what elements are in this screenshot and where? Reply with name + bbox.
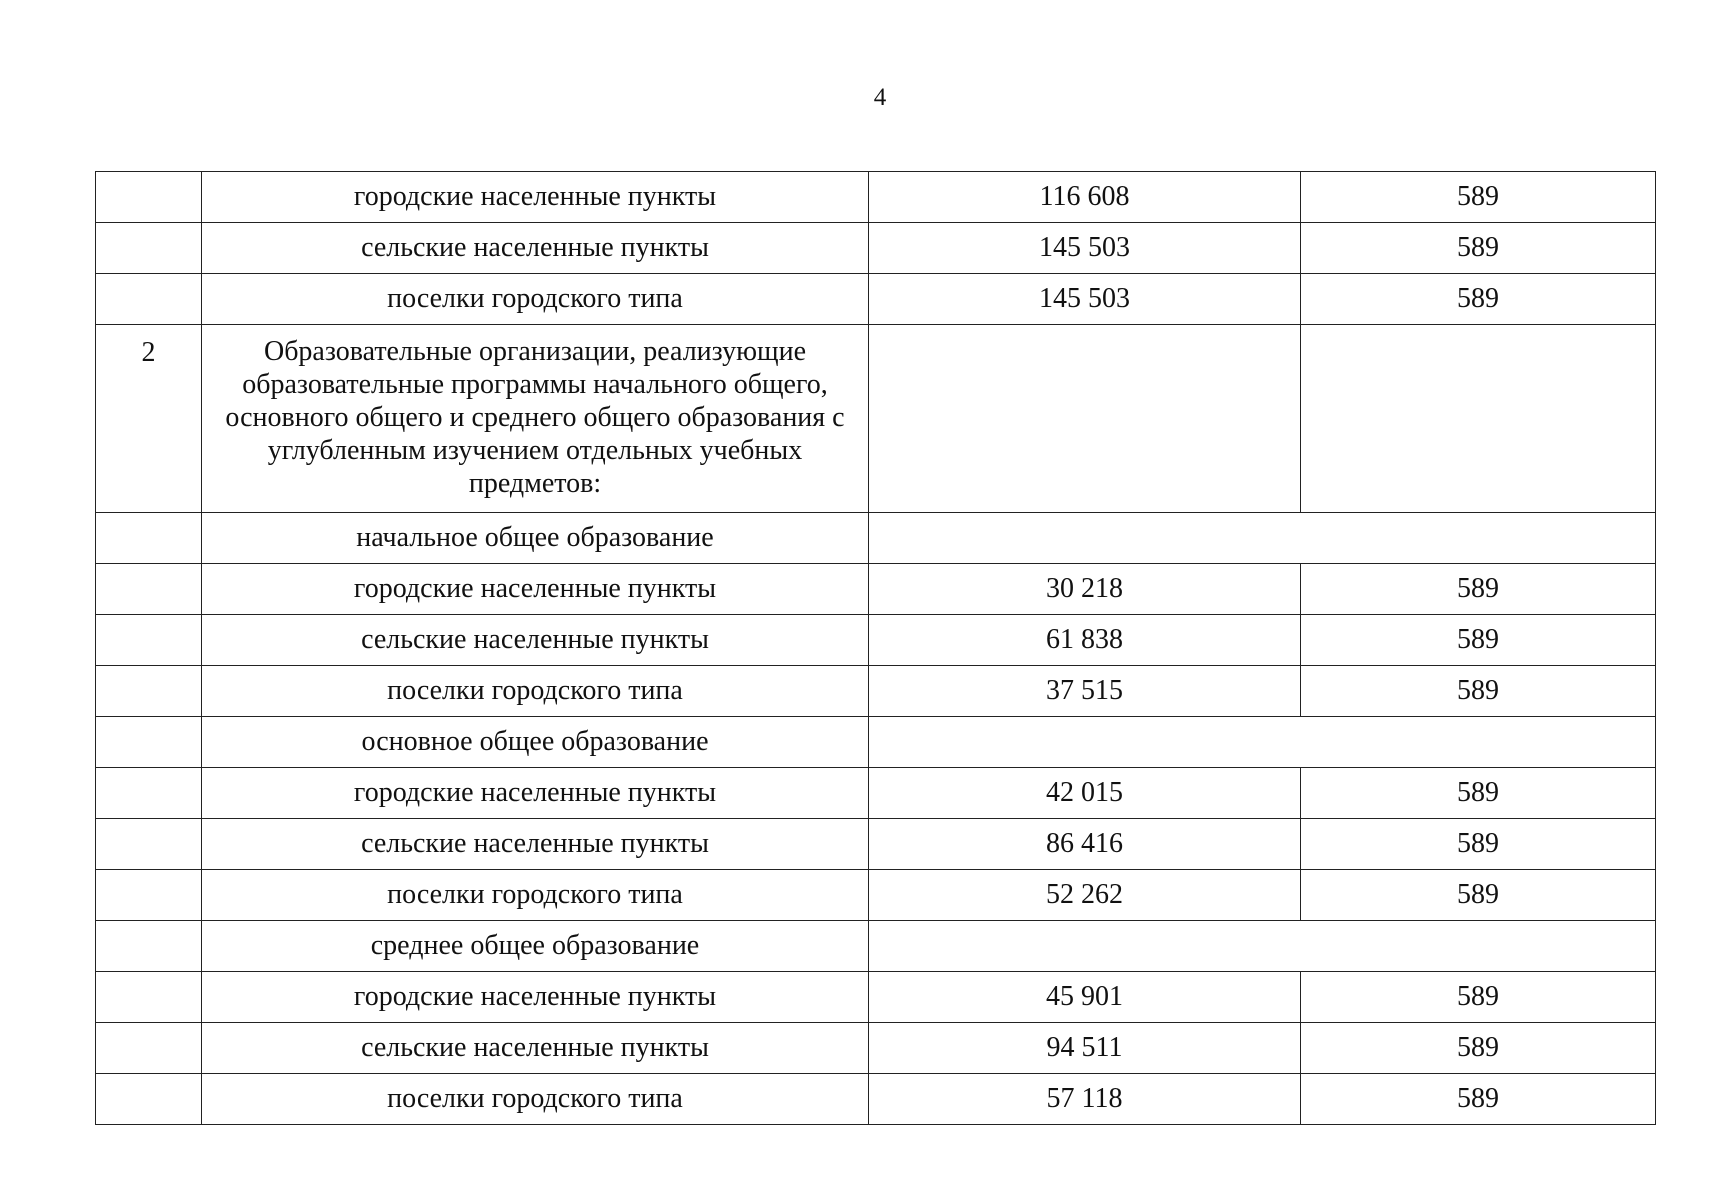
section-title-cell: среднее общее образование [202, 921, 869, 972]
row-name-cell: поселки городского типа [202, 1074, 869, 1125]
item-title-cell: Образовательные организации, реализующие образовательные программы начального общего, основного общего и среднего общего образования с углубленным изучением отдельных учебных предметов: [202, 325, 869, 513]
row-value2-cell: 589 [1301, 564, 1656, 615]
row-value1-cell: 30 218 [869, 564, 1301, 615]
row-number-cell [96, 870, 202, 921]
row-name-cell: сельские населенные пункты [202, 223, 869, 274]
row-value2-cell: 589 [1301, 1074, 1656, 1125]
row-number-cell [96, 223, 202, 274]
row-name-cell: сельские населенные пункты [202, 1023, 869, 1074]
row-value1-cell: 37 515 [869, 666, 1301, 717]
table-row [96, 1074, 1656, 1125]
table-row [96, 1023, 1656, 1074]
cost-table [95, 171, 1656, 1125]
row-value1-cell: 116 608 [869, 172, 1301, 223]
row-value1-cell: 45 901 [869, 972, 1301, 1023]
row-value2-cell: 589 [1301, 768, 1656, 819]
table-row [96, 274, 1656, 325]
table-row [96, 172, 1656, 223]
table-row [96, 870, 1656, 921]
item-heading-row [96, 325, 1656, 513]
row-number-cell [96, 1023, 202, 1074]
section-title-cell: начальное общее образование [202, 513, 869, 564]
row-value2-cell: 589 [1301, 1023, 1656, 1074]
item-number-cell: 2 [96, 325, 202, 513]
row-number-cell [96, 172, 202, 223]
row-number-cell [96, 564, 202, 615]
section-heading-row [96, 513, 1656, 564]
table-row [96, 666, 1656, 717]
row-value1-cell: 52 262 [869, 870, 1301, 921]
table-row [96, 972, 1656, 1023]
row-value1-cell: 86 416 [869, 819, 1301, 870]
table-row [96, 819, 1656, 870]
row-name-cell: городские населенные пункты [202, 972, 869, 1023]
table-row [96, 223, 1656, 274]
table-row [96, 615, 1656, 666]
row-number-cell [96, 513, 202, 564]
row-number-cell [96, 921, 202, 972]
row-name-cell: городские населенные пункты [202, 564, 869, 615]
row-number-cell [96, 972, 202, 1023]
empty-cell [1301, 325, 1656, 513]
row-value1-cell: 145 503 [869, 274, 1301, 325]
row-value2-cell: 589 [1301, 223, 1656, 274]
row-number-cell [96, 819, 202, 870]
row-name-cell: поселки городского типа [202, 870, 869, 921]
row-value2-cell: 589 [1301, 870, 1656, 921]
row-name-cell: городские населенные пункты [202, 172, 869, 223]
row-number-cell [96, 666, 202, 717]
row-value2-cell: 589 [1301, 615, 1656, 666]
table-row [96, 564, 1656, 615]
empty-cell [869, 921, 1656, 972]
row-name-cell: поселки городского типа [202, 274, 869, 325]
row-value2-cell: 589 [1301, 819, 1656, 870]
row-name-cell: поселки городского типа [202, 666, 869, 717]
row-name-cell: городские населенные пункты [202, 768, 869, 819]
empty-cell [869, 513, 1656, 564]
row-value1-cell: 61 838 [869, 615, 1301, 666]
row-value2-cell: 589 [1301, 972, 1656, 1023]
row-number-cell [96, 768, 202, 819]
row-value1-cell: 57 118 [869, 1074, 1301, 1125]
row-value1-cell: 145 503 [869, 223, 1301, 274]
row-name-cell: сельские населенные пункты [202, 615, 869, 666]
row-number-cell [96, 1074, 202, 1125]
page-number: 4 [873, 84, 887, 111]
row-value2-cell: 589 [1301, 274, 1656, 325]
empty-cell [869, 325, 1301, 513]
empty-cell [869, 717, 1656, 768]
section-heading-row [96, 921, 1656, 972]
section-heading-row [96, 717, 1656, 768]
row-name-cell: сельские населенные пункты [202, 819, 869, 870]
row-value1-cell: 94 511 [869, 1023, 1301, 1074]
row-number-cell [96, 274, 202, 325]
row-value2-cell: 589 [1301, 666, 1656, 717]
row-value2-cell: 589 [1301, 172, 1656, 223]
row-value1-cell: 42 015 [869, 768, 1301, 819]
row-number-cell [96, 717, 202, 768]
section-title-cell: основное общее образование [202, 717, 869, 768]
row-number-cell [96, 615, 202, 666]
table-row [96, 768, 1656, 819]
